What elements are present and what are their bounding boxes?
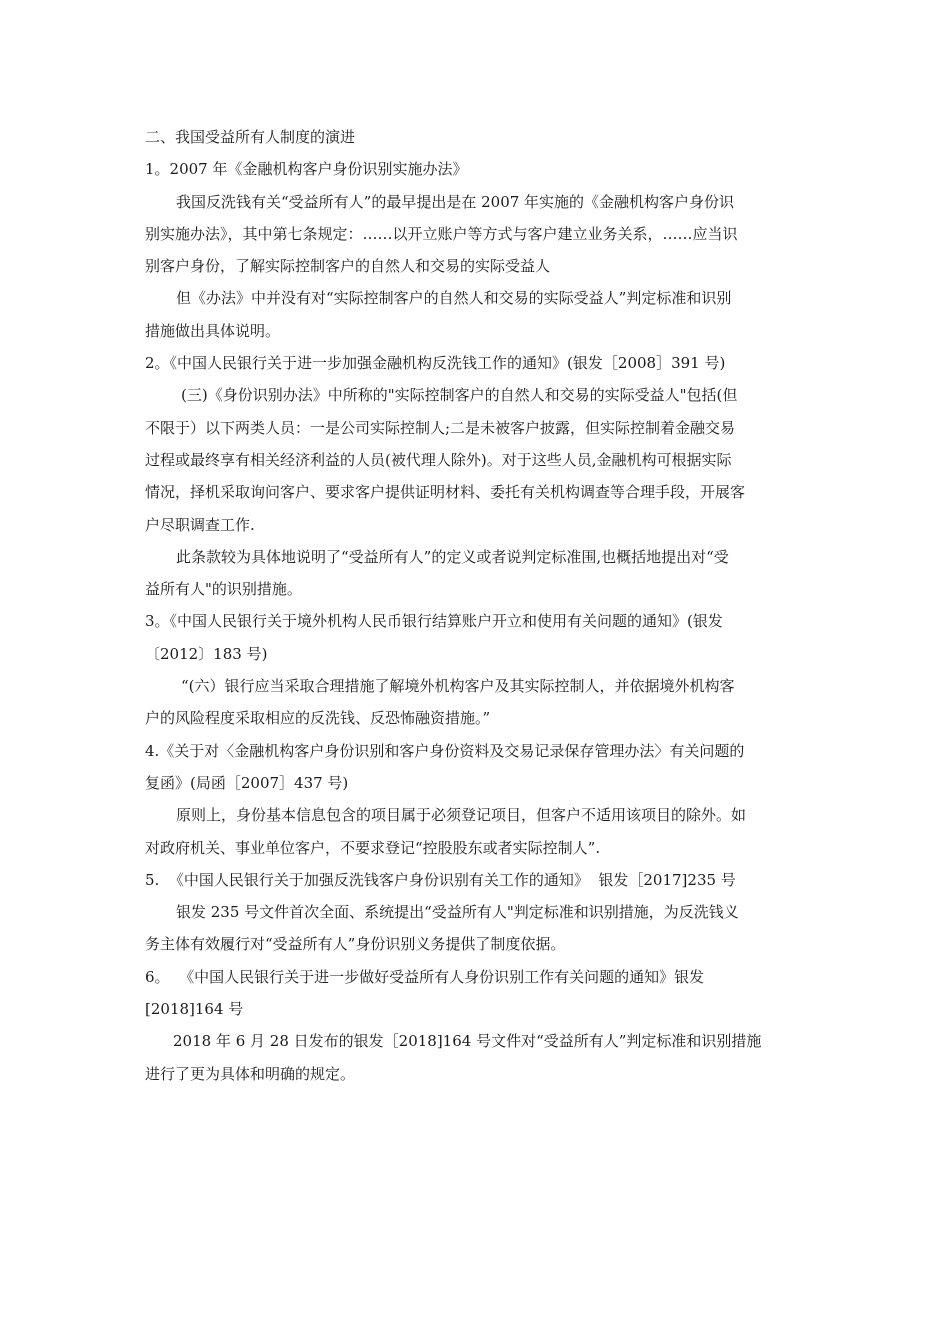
item-3-paragraph-line: “(六）银行应当采取合理措施了解境外机构客户及其实际控制人，并依据境外机构客 bbox=[181, 677, 735, 696]
item-4-heading: 复函》(局函［2007］437 号) bbox=[145, 773, 349, 792]
item-4-paragraph-line: 对政府机关、事业单位客户，不要求登记“控股股东或者实际控制人”. bbox=[145, 838, 601, 857]
item-4-heading: 4.《关于对〈金融机构客户身份识别和客户身份资料及交易记录保存管理办法〉有关问题的 bbox=[145, 741, 745, 760]
item-6-heading: [2018]164 号 bbox=[145, 1000, 244, 1019]
item-5-heading: 5. 《中国人民银行关于加强反洗钱客户身份识别有关工作的通知》 银发［2017]235 号 bbox=[145, 870, 736, 889]
item-2-paragraph-line: 情况，择机采取询问客户、要求客户提供证明材料、委托有关机构调查等合理手段，开展客 bbox=[145, 483, 746, 502]
item-2-heading: 2。《中国人民银行关于进一步加强金融机构反洗钱工作的通知》(银发［2008］391 号) bbox=[145, 354, 726, 373]
section-heading: 二、我国受益所有人制度的演进 bbox=[145, 128, 356, 146]
item-1-note-line: 措施做出具体说明。 bbox=[145, 321, 281, 340]
item-2-note-line: 益所有人"的识别措施。 bbox=[145, 580, 302, 599]
item-1-heading: 1。2007 年《金融机构客户身份识别实施办法》 bbox=[145, 160, 468, 179]
item-6-paragraph-line: 2018 年 6 月 28 日发布的银发［2018]164 号文件对“受益所有人”判定标准和识别措施 bbox=[173, 1032, 762, 1051]
item-5-paragraph-line: 务主体有效履行对“受益所有人”身份识别义务提供了制度依据。 bbox=[145, 935, 566, 954]
item-6-heading: 6。 《中国人民银行关于进一步做好受益所有人身份识别工作有关问题的通知》银发 bbox=[145, 967, 705, 986]
item-2-paragraph-line: 户尽职调查工作. bbox=[145, 515, 255, 534]
item-4-paragraph-line: 原则上，身份基本信息包含的项目属于必须登记项目，但客户不适用该项目的除外。如 bbox=[176, 806, 747, 825]
item-5-paragraph-line: 银发 235 号文件首次全面、系统提出“受益所有人"判定标准和识别措施，为反洗钱义 bbox=[176, 903, 739, 922]
item-1-note-line: 但《办法》中并没有对“实际控制客户的自然人和交易的实际受益人”判定标准和识别 bbox=[176, 289, 732, 308]
item-2-paragraph-line: (三)《身份识别办法》中所称的"实际控制客户的自然人和交易的实际受益人"包括(但 bbox=[181, 386, 738, 405]
item-1-paragraph-line: 别实施办法》，其中第七条规定：……以开立账户等方式与客户建立业务关系，……应当识 bbox=[145, 224, 738, 243]
document-page bbox=[145, 121, 810, 1090]
item-3-heading: 3。《中国人民银行关于境外机构人民币银行结算账户开立和使用有关问题的通知》(银发 bbox=[145, 612, 723, 631]
item-2-note-line: 此条款较为具体地说明了“受益所有人”的定义或者说判定标准围,也概括地提出对“受 bbox=[176, 547, 729, 566]
item-3-heading: 〔2012〕183 号) bbox=[145, 644, 268, 663]
item-2-paragraph-line: 不限于）以下两类人员：一是公司实际控制人;二是未被客户披露，但实际控制着金融交易 bbox=[145, 418, 736, 437]
item-6-paragraph-line: 进行了更为具体和明确的规定。 bbox=[145, 1064, 356, 1083]
item-3-paragraph-line: 户的风险程度采取相应的反洗钱、反恐怖融资措施。” bbox=[145, 709, 491, 728]
item-1-paragraph-line: 别客户身份，了解实际控制客户的自然人和交易的实际受益人 bbox=[145, 257, 551, 276]
item-2-paragraph-line: 过程或最终享有相关经济利益的人员(被代理人除外)。对于这些人员,金融机构可根据实际 bbox=[145, 450, 732, 469]
item-1-paragraph-line: 我国反洗钱有关“受益所有人”的最早提出是在 2007 年实施的《金融机构客户身份识 bbox=[176, 192, 735, 211]
